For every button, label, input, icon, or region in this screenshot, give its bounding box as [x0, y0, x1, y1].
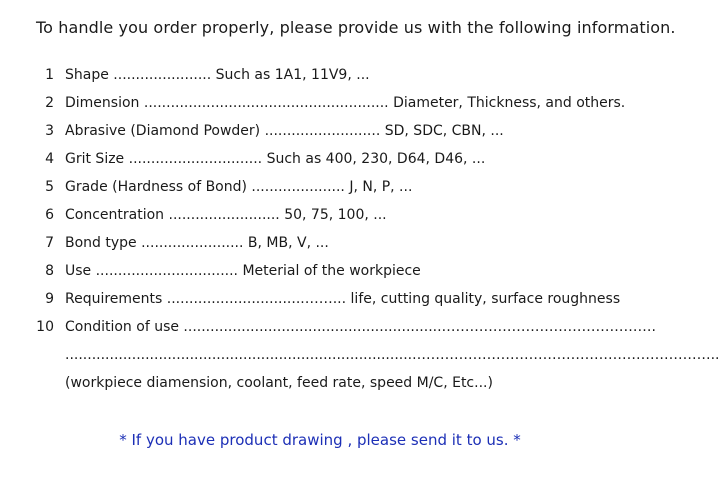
item-text: Dimension ....................................................... Diameter, Thickness, and others. — [65, 95, 626, 111]
item-number: 7 — [45, 235, 54, 251]
item-number: 4 — [45, 151, 54, 167]
page-heading: To handle you order properly, please provide us with the following information. — [36, 18, 676, 37]
condition-continuation-line — [0, 347, 719, 375]
list-item-concentration — [0, 207, 640, 235]
item-text: Grit Size .............................. Such as 400, 230, D64, D46, ... — [65, 151, 486, 167]
list-item-abrasive — [0, 123, 640, 151]
item-text: Requirements ...............................……... life, cutting quality, surface roughness — [65, 291, 621, 307]
item-number: 5 — [45, 179, 54, 195]
dotted-line: ...............................................................................……………………………………………………….. — [65, 347, 719, 363]
list-item-dimension — [0, 95, 640, 123]
item-number: 1 — [45, 67, 54, 83]
condition-detail-text: (workpiece diamension, coolant, feed rate, speed M/C, Etc...) — [65, 375, 493, 391]
information-list — [0, 67, 719, 403]
item-text: Shape ...................... Such as 1A1, 11V9, ... — [65, 67, 370, 83]
list-item-grade — [0, 179, 640, 207]
list-item-bond-type — [0, 235, 640, 263]
list-item-condition-of-use — [0, 319, 656, 347]
list-item-use — [0, 263, 640, 291]
item-number: 3 — [45, 123, 54, 139]
drawing-request-note: * If you have product drawing , please send it to us. * — [119, 431, 521, 449]
list-item-requirements — [0, 291, 640, 319]
item-text: Condition of use ..........................................................………………………………………. — [65, 319, 656, 335]
item-number: 9 — [45, 291, 54, 307]
item-text: Abrasive (Diamond Powder) .......................... SD, SDC, CBN, ... — [65, 123, 504, 139]
list-item-grit-size — [0, 151, 640, 179]
item-text: Bond type ....................... B, MB, V, ... — [65, 235, 329, 251]
list-item-shape — [0, 67, 640, 95]
item-text: Concentration ......................... 50, 75, 100, ... — [65, 207, 387, 223]
item-text: Use ................................ Meterial of the workpiece — [65, 263, 421, 279]
item-number: 6 — [45, 207, 54, 223]
item-number: 2 — [45, 95, 54, 111]
item-number: 8 — [45, 263, 54, 279]
item-number: 10 — [36, 319, 54, 335]
item-text: Grade (Hardness of Bond) ..................... J, N, P, ... — [65, 179, 413, 195]
condition-detail — [0, 375, 640, 403]
